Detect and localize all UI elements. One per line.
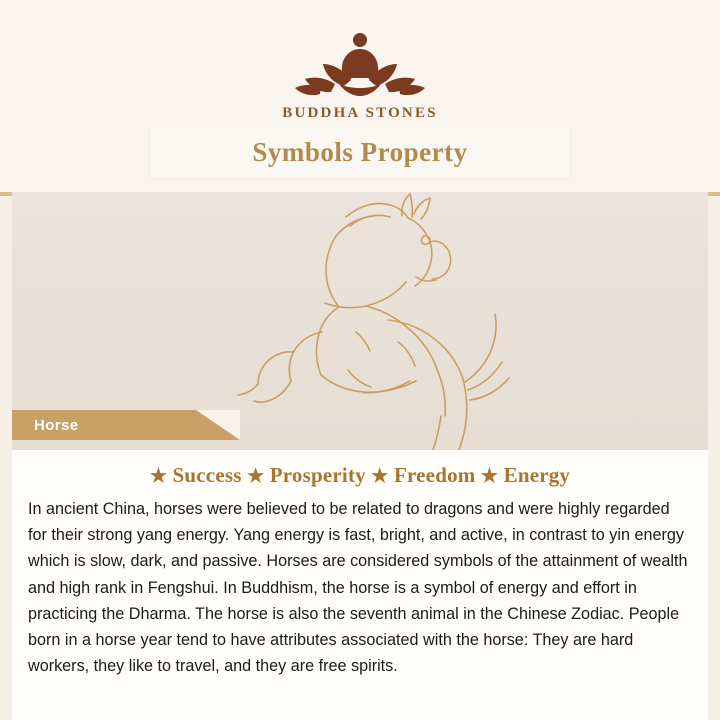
keyword-success: Success (172, 463, 242, 487)
keyword-freedom: Freedom (393, 463, 476, 487)
star-icon: ★ (149, 466, 168, 487)
lotus-meditation-icon (0, 24, 720, 101)
page-title: Symbols Property (252, 136, 468, 167)
category-label-notch (196, 410, 240, 440)
description-paragraph: In ancient China, horses were believed to be related to dragons and were highly regarded for their strong yang energy. Yang energy is fast, bright, and active, in contrast to yin energy which is slow, dark, and passive. Horses are considered symbols of the attainment of wealth and high rank in Fengshui. In Buddhism, the horse is a symbol of energy and effort in practicing the Dharma. The horse is also the seventh animal in the Chinese Zodiac. People born in a horse year tend to have attributes associated with the horse: They are hard workers, they like to travel, and they are free spirits. (28, 499, 688, 676)
keyword-prosperity: Prosperity (269, 463, 366, 487)
keyword-list (26, 464, 694, 488)
brand-name: BUDDHA STONES (282, 105, 438, 121)
page-title-bar (150, 126, 570, 178)
star-icon: ★ (247, 466, 265, 487)
keyword-energy: Energy (503, 463, 571, 487)
category-label: Horse (34, 416, 79, 434)
brand-logo (0, 24, 720, 122)
star-icon: ★ (480, 466, 499, 487)
header (0, 0, 720, 192)
content-panel (12, 450, 708, 720)
star-icon: ★ (371, 466, 389, 487)
